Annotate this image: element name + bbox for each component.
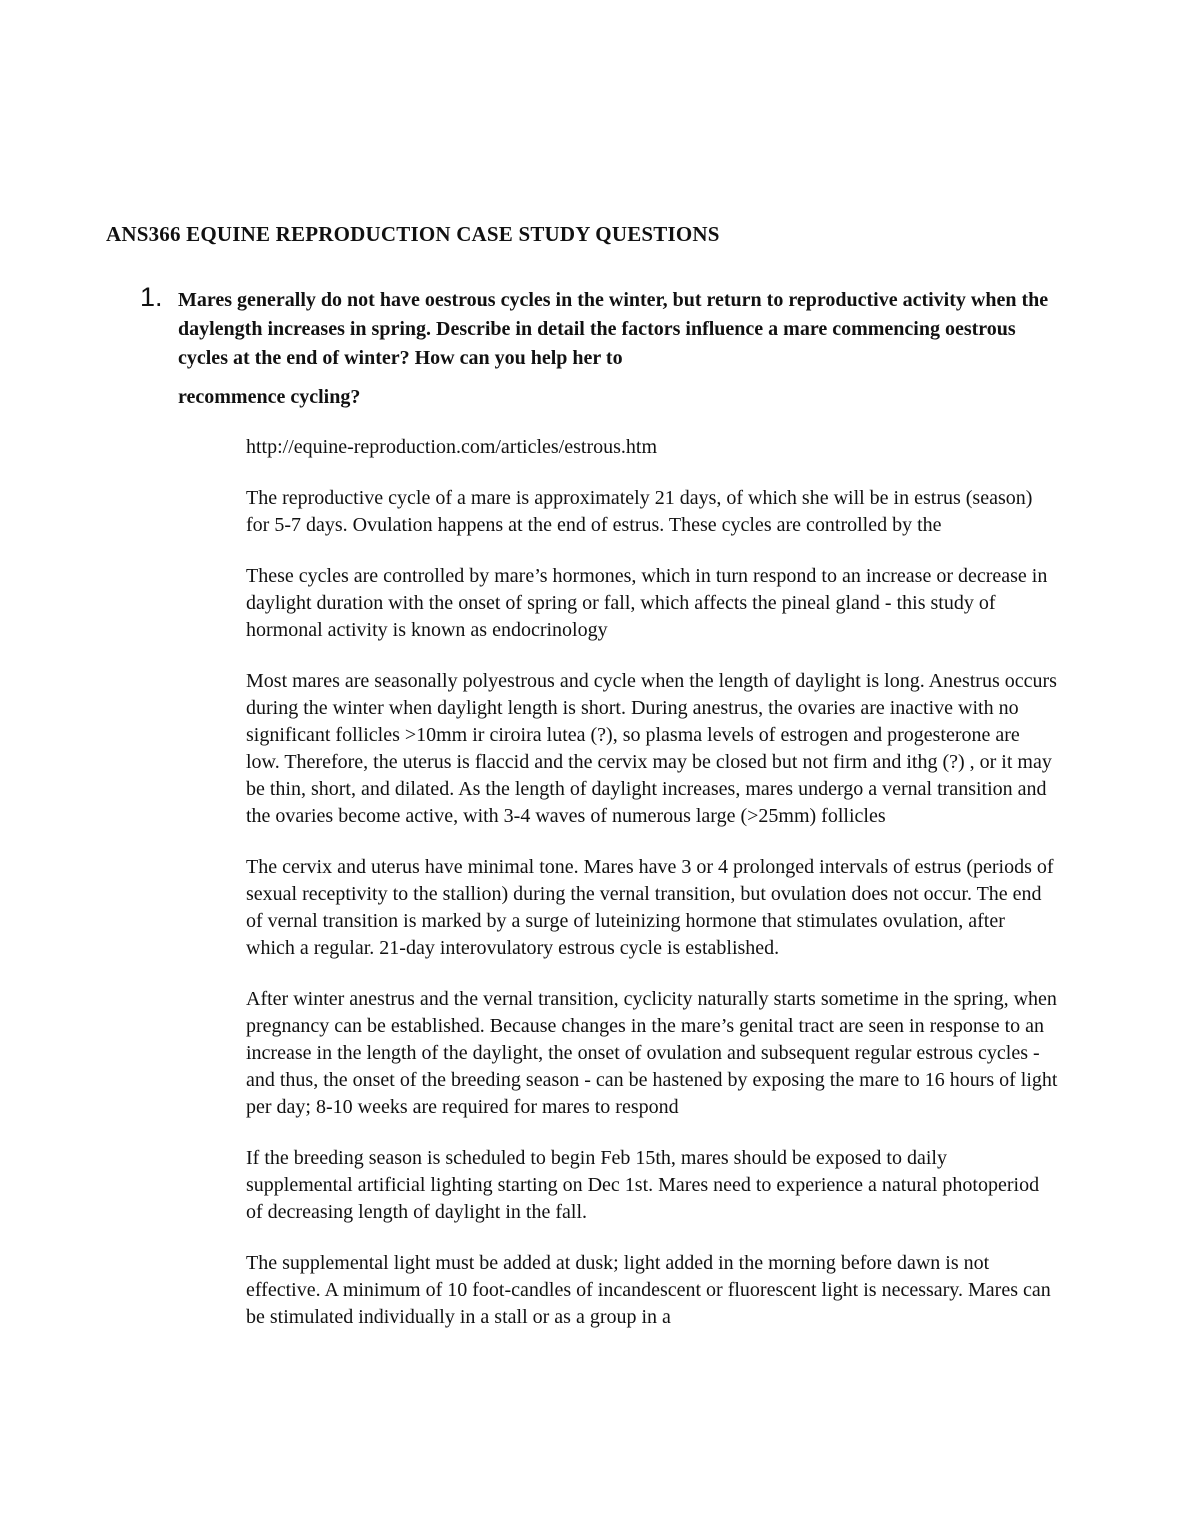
answer-body: [246, 434, 1058, 1355]
question-text-main: Mares generally do not have oestrous cycles in the winter, but return to reproductive activity when the daylength increases in spring. Describe in detail the factors influence a mare commencing oestrous cycles at the end of winter? How can you help her to: [178, 289, 1049, 369]
question-text: [178, 286, 1058, 412]
answer-paragraph-2: These cycles are controlled by mare’s hormones, which in turn respond to an increase or decrease in daylight duration with the onset of spring or fall, which affects the pineal gland - this study of hormonal activity is known as endocrinology: [246, 565, 1048, 641]
answer-paragraph-3: Most mares are seasonally polyestrous and cycle when the length of daylight is long. Anestrus occurs during the winter when daylight length is short. During anestrus, the ovaries are inactive with no significant follicles >10mm ir ciroira lutea (?), so plasma levels of estrogen and progesterone are low. Therefore, the uterus is flaccid and the cervix may be closed but not firm and ithg (?) , or it may be thin, short, and dilated. As the length of daylight increases, mares undergo a vernal transition and the ovaries become active, with 3-4 waves of numerous large (>25mm) follicles: [246, 670, 1057, 827]
answer-paragraph-6: If the breeding season is scheduled to begin Feb 15th, mares should be exposed to daily supplemental artificial lighting starting on Dec 1st. Mares need to experience a natural photoperiod of decreasing length of daylight in the fall.: [246, 1147, 1040, 1223]
answer-paragraph-5: After winter anestrus and the vernal transition, cyclicity naturally starts sometime in the spring, when pregnancy can be established. Because changes in the mare’s genital tract are seen in response to an increase in the length of the daylight, the onset of ovulation and subsequent regular estrous cycles - and thus, the onset of the breeding season - can be hastened by exposing the mare to 16 hours of light per day; 8-10 weeks are required for mares to respond: [246, 988, 1058, 1118]
question-number: 1.: [140, 282, 163, 312]
question-text-tail: recommence cycling?: [178, 386, 361, 408]
answer-paragraph-7: The supplemental light must be added at dusk; light added in the morning before dawn is not effective. A minimum of 10 foot-candles of incandescent or fluorescent light is necessary. Mares can be stimulated individually in a stall or as a group in a: [246, 1252, 1051, 1328]
document-title: ANS366 EQUINE REPRODUCTION CASE STUDY QUESTIONS: [106, 222, 720, 246]
answer-paragraph-1: The reproductive cycle of a mare is approximately 21 days, of which she will be in estrus (season) for 5-7 days. Ovulation happens at the end of estrus. These cycles are controlled by the: [246, 487, 1033, 536]
answer-paragraph-4: The cervix and uterus have minimal tone. Mares have 3 or 4 prolonged intervals of estrus (periods of sexual receptivity to the stallion) during the vernal transition, but ovulation does not occur. The end of vernal transition is marked by a surge of luteinizing hormone that stimulates ovulation, after which a regular. 21-day interovulatory estrous cycle is established.: [246, 856, 1054, 959]
source-url: http://equine-reproduction.com/articles/estrous.htm: [246, 436, 658, 458]
